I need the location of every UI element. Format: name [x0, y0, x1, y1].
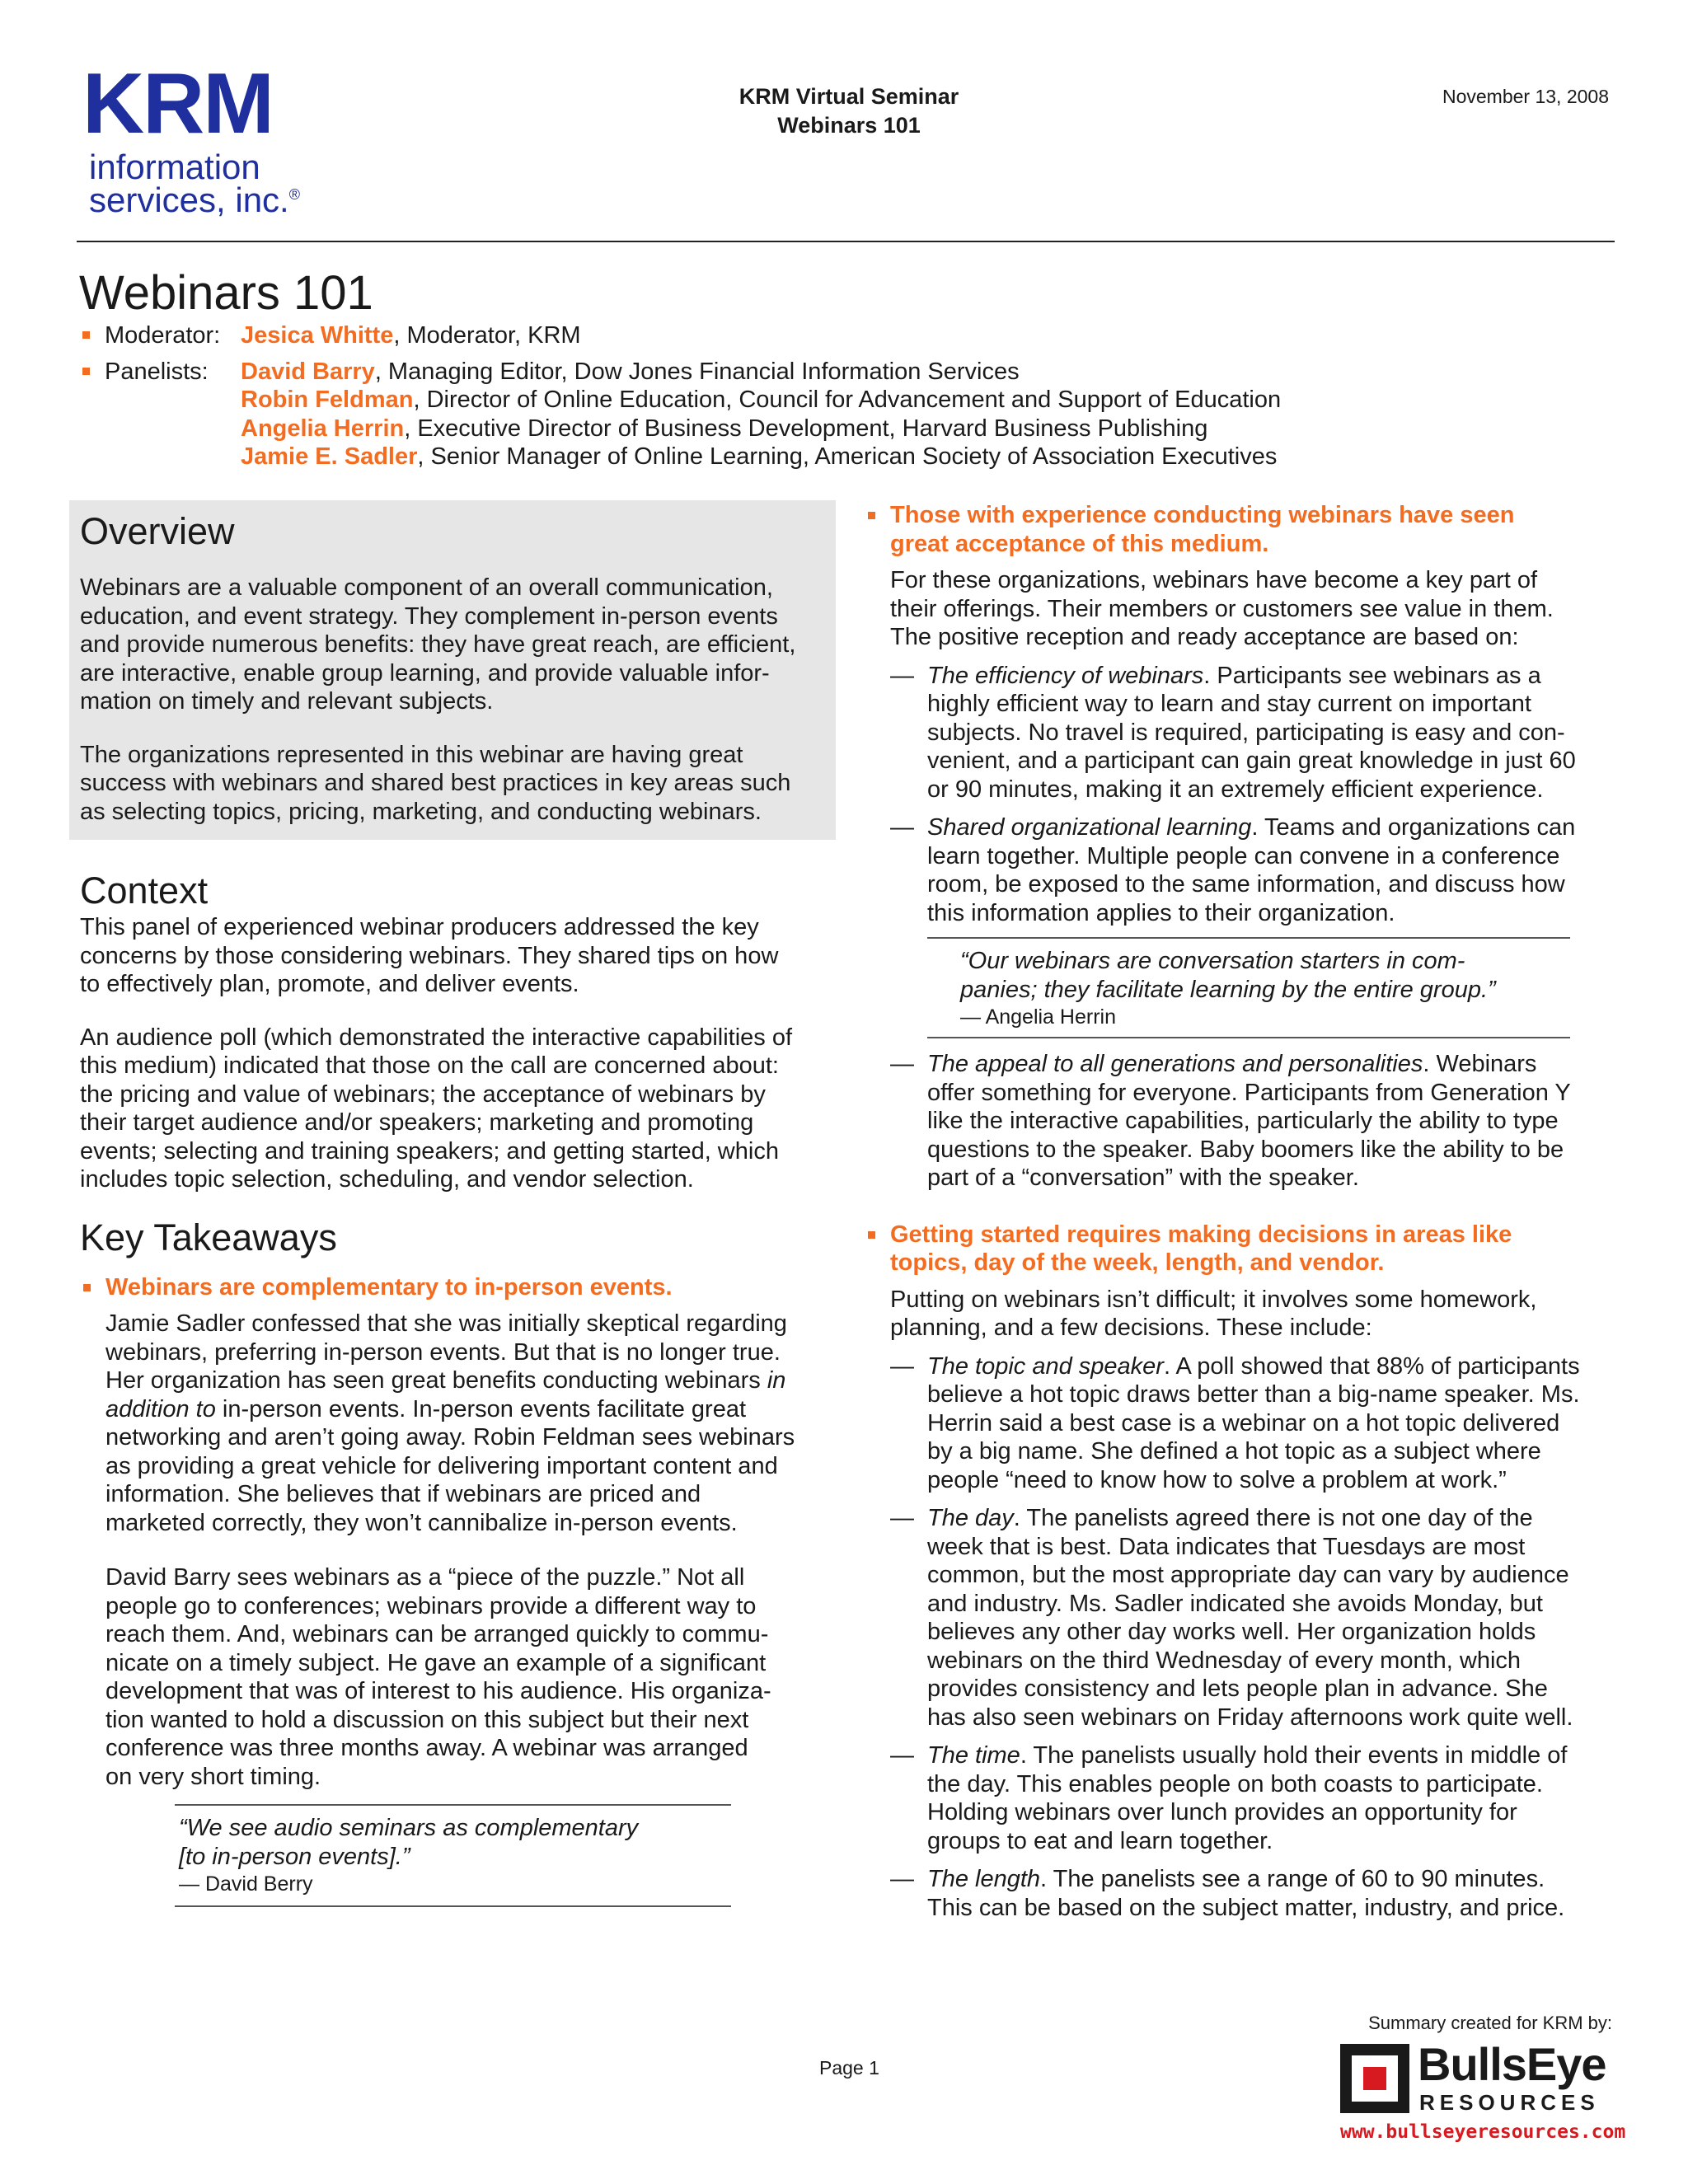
takeaway-heading-3: Getting started requires making decisions in areas like topics, day of the week, length, and vendor.: [865, 1221, 1619, 1277]
header-divider: [77, 241, 1615, 242]
krm-logo-line3: services, inc.®: [89, 180, 300, 219]
panelist-item: Robin Feldman, Director of Online Education, Council for Advancement and Support of Education: [241, 387, 1282, 413]
bullet-icon: [82, 368, 90, 375]
panelist-item: David Barry, Managing Editor, Dow Jones Financial Information Services: [241, 358, 1020, 385]
krm-logo: [82, 58, 354, 223]
bullseye-logo: [1339, 2038, 1626, 2144]
moderator-row: [79, 321, 1281, 350]
takeaway-2-intro: For these organizations, webinars have become a key part of their offerings. Their members or customers see value in them. The positive reception and ready acceptance are based on:: [890, 567, 1554, 650]
krm-logo-line2: information: [89, 148, 260, 186]
takeaway-heading-1: Webinars are complementary to in-person events.: [80, 1273, 830, 1302]
krm-logo-wordmark: KRM: [82, 56, 273, 152]
takeaway-1-paragraph-2: David Barry sees webinars as a “piece of the puzzle.” Not all people go to conferences; webinars provide a different way to reach them. And, webinars can be arranged quickly to commu- nicate on a timely subject. He gave an example of a significant development that was of interest to his audience. His organiza- tion wanted to hold a discussion on this subject but their next conference was three months away. A webinar was arranged on very short timing.: [106, 1564, 771, 1790]
pull-quote-herrin: [927, 937, 1570, 1038]
dash-item-length: — The length. The panelists see a range of 60 to 90 minutes. This can be based on the subject matter, industry, and price.: [890, 1866, 1565, 1921]
bullet-icon: [868, 1231, 875, 1239]
bullet-icon: [82, 331, 90, 339]
takeaways-heading: Key Takeaways: [80, 1216, 337, 1258]
pull-quote-attribution: — David Berry: [179, 1872, 313, 1896]
dash-item-generations: — The appeal to all generations and personalities. Webinars offer something for everyone. Participants from Generation Y like the interactive capabilities, particularly the ability to type questions to the speaker. Baby boomers like the ability to be part of a “conversation” with the speaker.: [890, 1051, 1571, 1191]
bullseye-name: BullsEye: [1418, 2038, 1606, 2090]
context-heading: Context: [80, 869, 209, 912]
dash-item-time: — The time. The panelists usually hold their events in middle of the day. This enables people on both coasts to participate. Holding webinars over lunch provides an opportunity for groups to eat and learn together.: [890, 1742, 1568, 1854]
pull-quote-text: “We see audio seminars as complementary [to in-person events].”: [179, 1815, 639, 1870]
takeaway-heading-2: Those with experience conducting webinars have seen great acceptance of this medium.: [865, 501, 1619, 558]
context-paragraph-1: This panel of experienced webinar producers addressed the key concerns by those considering webinars. They shared tips on how to effectively plan, promote, and deliver events.: [80, 914, 779, 997]
seminar-subtitle: Webinars 101: [777, 113, 921, 138]
overview-heading: Overview: [80, 510, 235, 552]
panelists-row: [79, 358, 1281, 471]
takeaway-1-paragraph-1: Jamie Sadler confessed that she was initially skeptical regarding webinars, preferring in-person events. But that is no longer true. Her organization has seen great benefits conducting webinars in addition to in-person events. In-person events facilitate great networking and aren’t going away. Robin Feldman sees webinars as providing a great vehicle for delivering important content and information. She believes that if webinars are priced and marketed correctly, they won’t cannibalize in-person events.: [106, 1310, 795, 1536]
participants-block: [79, 321, 1281, 471]
context-paragraph-2: An audience poll (which demonstrated the interactive capabilities of this medium) indicated that those on the call are concerned about: the pricing and value of webinars; the acceptance of webinars by their target audience and/or speakers; marketing and promoting events; selecting and training speakers; and getting started, which includes topic selection, scheduling, and vendor selection.: [80, 1024, 793, 1193]
takeaway-3-intro: Putting on webinars isn’t difficult; it involves some homework, planning, and a few decisions. These include:: [890, 1286, 1537, 1341]
panelist-item: Jamie E. Sadler, Senior Manager of Online Learning, American Society of Association Executives: [241, 443, 1278, 470]
pull-quote-text: “Our webinars are conversation starters in com- panies; they facilitate learning by the entire group.”: [960, 948, 1496, 1003]
seminar-title: KRM Virtual Seminar: [738, 84, 959, 109]
overview-paragraph-2: The organizations represented in this webinar are having great success with webinars and shared best practices in key areas such as selecting topics, pricing, marketing, and conducting webinars.: [80, 741, 791, 825]
dash-item-day: — The day. The panelists agreed there is not one day of the week that is best. Data indicates that Tuesdays are most common, but the most appropriate day can vary by audience and industry. Ms. Sadler indicated she avoids Monday, but believes any other day works well. Her organization holds webinars on the third Wednesday of every month, which provides consistency and lets people plan in advance. She has also seen webinars on Friday afternoons work quite well.: [890, 1505, 1573, 1731]
pull-quote-barry: [175, 1804, 731, 1907]
seminar-header: [684, 82, 1014, 140]
pull-quote-attribution: — Angelia Herrin: [960, 1005, 1116, 1029]
bullseye-url: www.bullseyeresources.com: [1340, 2121, 1626, 2143]
page-title: Webinars 101: [79, 266, 373, 320]
dash-item-efficiency: — The efficiency of webinars. Participants see webinars as a highly efficient way to learn and stay current on important subjects. No travel is required, participating is easy and con- venient, and a participant can gain great knowledge in just 60 or 90 minutes, making it an extremely efficient experience.: [890, 662, 1576, 803]
moderator-name: Jesica Whitte: [241, 322, 394, 349]
bullet-icon: [868, 512, 875, 519]
panelists-label: Panelists:: [105, 358, 209, 385]
dash-item-shared-learning: — Shared organizational learning. Teams and organizations can learn together. Multiple people can convene in a conference room, be exposed to the same information, and discuss how this information applies to their organization.: [890, 814, 1576, 926]
page-number: Page 1: [819, 2057, 879, 2079]
credit-text: Summary created for KRM by:: [1368, 2013, 1612, 2033]
left-column: [80, 509, 830, 1907]
seminar-date: November 13, 2008: [1442, 86, 1609, 107]
moderator-label: Moderator:: [105, 322, 221, 349]
moderator-role: , Moderator, KRM: [393, 322, 581, 349]
right-column: [865, 501, 1619, 1922]
bullet-icon: [83, 1284, 91, 1291]
overview-paragraph-1: Webinars are a valuable component of an overall communication, education, and event strategy. They complement in-person events and provide numerous benefits: they have great reach, are efficient, are interactive, enable group learning, and provide valuable infor- mation on timely and relevant subjects.: [80, 574, 796, 715]
bullseye-sub: RESOURCES: [1419, 2090, 1600, 2115]
dash-item-topic: — The topic and speaker. A poll showed that 88% of participants believe a hot topic draws better than a big-name speaker. Ms. Herrin said a best case is a webinar on a hot topic delivered by a big name. She defined a hot topic as a subject where people “need to know how to solve a problem at work.”: [890, 1352, 1580, 1493]
panelist-item: Angelia Herrin, Executive Director of Business Development, Harvard Business Publishing: [241, 415, 1208, 442]
